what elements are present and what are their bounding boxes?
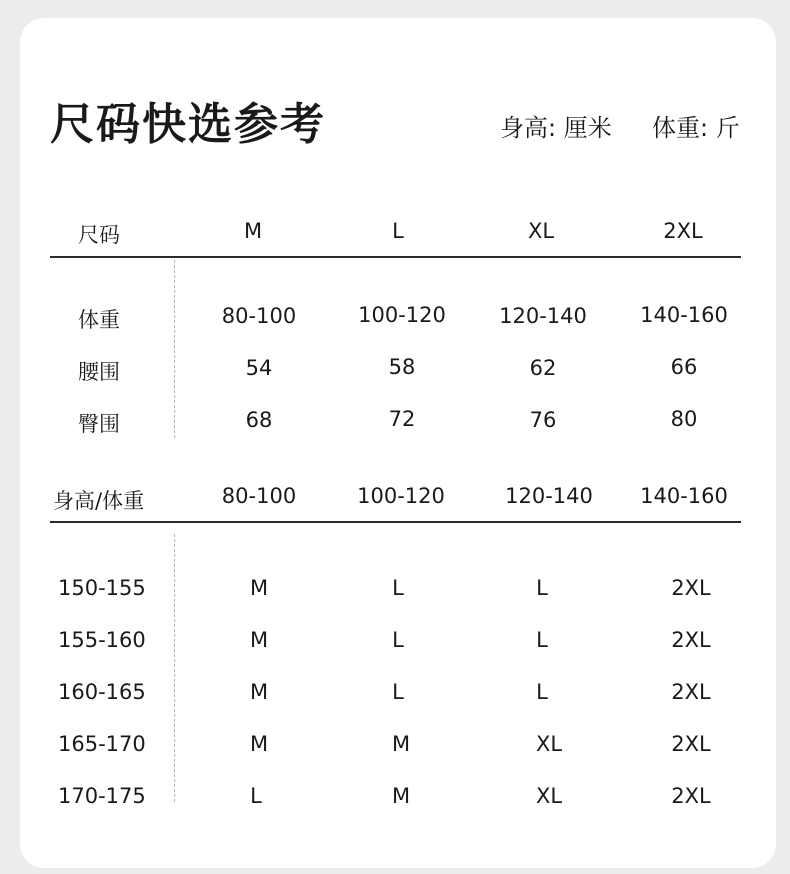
table2-cell: 2XL xyxy=(671,628,711,652)
table1-cell: 80-100 xyxy=(221,304,297,328)
table1-cell: 100-120 xyxy=(358,303,446,327)
table2-cell: L xyxy=(536,680,548,704)
table2-cell: L xyxy=(250,784,262,808)
table2-cell: 2XL xyxy=(671,732,711,756)
table1-header-divider xyxy=(50,256,741,258)
table1-cell: 58 xyxy=(388,355,416,379)
table1-cell: 66 xyxy=(670,355,698,379)
table2-cell: L xyxy=(392,680,404,704)
table1-cell: 54 xyxy=(245,356,273,380)
table2-cell: M xyxy=(249,732,269,756)
table1-cell: 72 xyxy=(388,407,416,431)
height-unit-note: 身高: 厘米 xyxy=(500,114,612,142)
table1-header-2xl: 2XL xyxy=(663,219,703,243)
table2-cell: M xyxy=(391,784,411,808)
table2-cell: 2XL xyxy=(671,784,711,808)
table2-cell: 2XL xyxy=(671,576,711,600)
table2-row-label: 165-170 xyxy=(58,732,146,756)
table2-cell: L xyxy=(536,576,548,600)
table2-cell: XL xyxy=(535,784,563,808)
table2-cell: L xyxy=(536,628,548,652)
table1-cell: 140-160 xyxy=(640,303,728,327)
table1-row-label: 体重 xyxy=(78,308,120,332)
table1-header-l: L xyxy=(392,219,404,243)
weight-unit-note: 体重: 斤 xyxy=(652,114,740,142)
table2-cell: M xyxy=(391,732,411,756)
table2-column-divider xyxy=(174,534,175,802)
table2-header-weight-range: 120-140 xyxy=(505,484,593,508)
table1-row-label: 腰围 xyxy=(78,360,120,384)
table1-cell: 62 xyxy=(529,356,557,380)
table2-row-label: 160-165 xyxy=(58,680,146,704)
table2-header-weight-range: 140-160 xyxy=(640,484,728,508)
table2-row-label: 150-155 xyxy=(58,576,146,600)
table1-cell: 120-140 xyxy=(499,304,587,328)
table2-row-label: 170-175 xyxy=(58,784,146,808)
table2-cell: M xyxy=(249,628,269,652)
table2-cell: L xyxy=(392,576,404,600)
page-title: 尺码快选参考 xyxy=(50,99,326,150)
table1-cell: 76 xyxy=(529,408,557,432)
table2-cell: M xyxy=(249,576,269,600)
table1-column-divider xyxy=(174,260,175,438)
table1-header-xl: XL xyxy=(527,219,555,243)
table2-cell: L xyxy=(392,628,404,652)
table2-header-weight-range: 80-100 xyxy=(221,484,297,508)
table1-row-label: 臀围 xyxy=(78,412,120,436)
table1-header-m: M xyxy=(243,219,263,243)
table2-header-divider xyxy=(50,521,741,523)
table2-cell: M xyxy=(249,680,269,704)
table1-corner-label: 尺码 xyxy=(78,223,120,247)
table1-cell: 80 xyxy=(670,407,698,431)
table2-row-label: 155-160 xyxy=(58,628,146,652)
table1-cell: 68 xyxy=(245,408,273,432)
table2-cell: 2XL xyxy=(671,680,711,704)
table2-cell: XL xyxy=(535,732,563,756)
table2-header-weight-range: 100-120 xyxy=(357,484,445,508)
table2-corner-label: 身高/体重 xyxy=(53,489,145,513)
